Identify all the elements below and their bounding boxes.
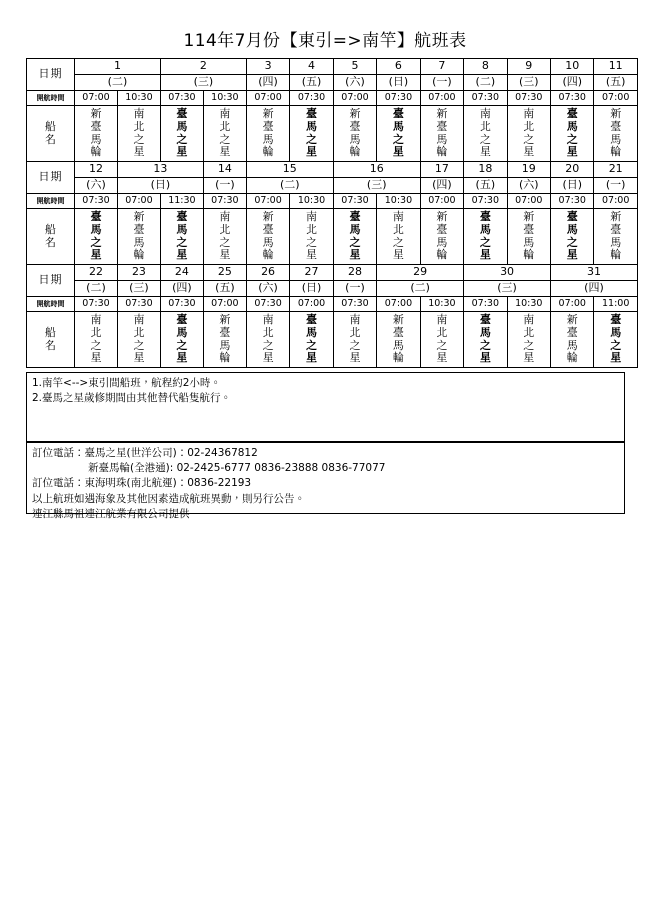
remark-line: 2.臺馬之星歲修期間由其他替代船隻航行。: [32, 392, 232, 405]
weekday-cell: (三): [160, 75, 246, 91]
ship-name-vertical-text: 臺 馬 之 星: [392, 106, 404, 159]
weekday-cell: (三): [333, 178, 420, 194]
ship-name-cell: [160, 312, 203, 368]
ship-name-vertical-text: 臺 馬 之 星: [566, 209, 578, 262]
ship-name-cell: [160, 106, 203, 162]
ship-name-vertical-text: 臺 馬 之 星: [176, 106, 188, 159]
ship-name-cell: [551, 312, 594, 368]
row-label-ship-name: 船 名: [27, 312, 75, 368]
ship-name-cell: [594, 106, 637, 162]
ship-name-vertical-text: 新 臺 馬 輪: [523, 209, 535, 262]
date-cell: 7: [420, 59, 463, 75]
ship-name-cell: [507, 209, 550, 265]
ship-name-vertical-text: 新 臺 馬 輪: [566, 312, 578, 365]
row-label-departure-time: 開航時間: [27, 91, 75, 106]
ship-name-vertical-text: 臺 馬 之 星: [176, 312, 188, 365]
date-cell: 9: [507, 59, 550, 75]
ship-name-cell: [203, 312, 246, 368]
date-cell: 18: [464, 162, 507, 178]
weekday-cell: (二): [75, 75, 161, 91]
departure-time-row: [27, 297, 638, 312]
ship-name-vertical-text: 臺 馬 之 星: [90, 209, 102, 262]
date-cell: 24: [160, 265, 203, 281]
weekday-cell: (六): [507, 178, 550, 194]
weekday-cell: (日): [290, 281, 333, 297]
ship-name-vertical-text: 臺 馬 之 星: [610, 312, 622, 365]
ship-name-cell: [551, 209, 594, 265]
weekday-cell: (五): [203, 281, 246, 297]
ship-name-vertical-text: 新 臺 馬 輪: [610, 209, 622, 262]
departure-time-cell: 07:00: [377, 297, 420, 312]
ship-name-cell: [507, 106, 550, 162]
departure-time-cell: 07:30: [75, 194, 118, 209]
ship-name-cell: [420, 209, 463, 265]
departure-time-cell: 07:00: [290, 297, 333, 312]
date-cell: 4: [290, 59, 333, 75]
weekday-cell: (四): [160, 281, 203, 297]
weekday-cell: (一): [333, 281, 376, 297]
contact-box: [26, 442, 625, 520]
date-cell: 6: [377, 59, 420, 75]
departure-time-cell: 07:00: [117, 194, 160, 209]
ship-name-vertical-text: 臺 馬 之 星: [349, 209, 361, 262]
date-row: [27, 59, 638, 75]
ship-name-cell: [464, 209, 507, 265]
weekday-cell: (六): [75, 178, 118, 194]
contact-line: 以上航班如遇海象及其他因素造成航班異動，則另行公告。: [32, 492, 305, 505]
ship-name-vertical-text: 南 北 之 星: [523, 312, 535, 365]
ship-name-vertical-text: 新 臺 馬 輪: [436, 106, 448, 159]
date-row: [27, 265, 638, 281]
date-cell: 17: [420, 162, 463, 178]
date-cell: 5: [333, 59, 376, 75]
departure-time-cell: 07:30: [464, 194, 507, 209]
weekday-cell: (三): [507, 75, 550, 91]
date-cell: 20: [551, 162, 594, 178]
weekday-cell: (五): [464, 178, 507, 194]
date-cell: 11: [594, 59, 637, 75]
weekday-cell: (一): [594, 178, 637, 194]
weekday-cell: (五): [594, 75, 637, 91]
departure-time-cell: 07:30: [160, 91, 203, 106]
ship-name-cell: [117, 209, 160, 265]
ship-name-cell: [464, 312, 507, 368]
departure-time-cell: 10:30: [203, 91, 246, 106]
departure-time-cell: 10:30: [420, 297, 463, 312]
departure-time-cell: 07:30: [160, 297, 203, 312]
ship-name-cell: [333, 106, 376, 162]
departure-time-cell: 07:30: [75, 297, 118, 312]
contact-line: 新臺馬輪(全港通): 02-2425-6777 0836-23888 0836-77077: [88, 462, 386, 475]
ship-name-cell: [246, 312, 289, 368]
ship-name-cell: [377, 209, 420, 265]
ship-name-vertical-text: 南 北 之 星: [436, 312, 448, 365]
departure-time-cell: 07:00: [507, 194, 550, 209]
weekday-cell: (四): [246, 75, 289, 91]
ship-name-cell: [290, 209, 333, 265]
ship-name-vertical-text: 南 北 之 星: [392, 209, 404, 262]
ship-name-vertical-text: 新 臺 馬 輪: [133, 209, 145, 262]
ship-name-cell: [507, 312, 550, 368]
weekday-cell: (三): [117, 281, 160, 297]
departure-time-cell: 07:00: [333, 91, 376, 106]
departure-time-row: [27, 194, 638, 209]
date-cell: 14: [203, 162, 246, 178]
ship-name-cell: [75, 312, 118, 368]
remark-line: 1.南竿<-->東引間船班，航程約2小時。: [32, 377, 221, 389]
departure-time-cell: 10:30: [507, 297, 550, 312]
ship-name-vertical-text: 南 北 之 星: [133, 312, 145, 365]
weekday-cell: (四): [420, 178, 463, 194]
contact-line: 連江縣馬祖連江航業有限公司提供: [32, 507, 190, 520]
date-cell: 19: [507, 162, 550, 178]
date-cell: 29: [377, 265, 464, 281]
ferry-schedule-table: [26, 58, 638, 368]
schedule-table-container: [26, 58, 630, 368]
ship-name-cell: [75, 106, 118, 162]
contact-line: 訂位電話：臺馬之星(世洋公司)：02-24367812: [32, 447, 258, 459]
ship-name-vertical-text: 南 北 之 星: [479, 106, 491, 159]
date-cell: 2: [160, 59, 246, 75]
date-cell: 22: [75, 265, 118, 281]
departure-time-cell: 07:00: [246, 194, 289, 209]
ship-name-vertical-text: 南 北 之 星: [219, 209, 231, 262]
departure-time-cell: 07:30: [117, 297, 160, 312]
date-cell: 27: [290, 265, 333, 281]
departure-time-cell: 07:30: [333, 194, 376, 209]
ship-name-cell: [333, 209, 376, 265]
ship-name-vertical-text: 臺 馬 之 星: [566, 106, 578, 159]
ship-name-cell: [594, 209, 637, 265]
ship-name-row: [27, 312, 638, 368]
ship-name-vertical-text: 南 北 之 星: [133, 106, 145, 159]
departure-time-cell: 07:30: [551, 194, 594, 209]
date-cell: 8: [464, 59, 507, 75]
weekday-cell: (二): [464, 75, 507, 91]
weekday-cell: (六): [333, 75, 376, 91]
ship-name-vertical-text: 臺 馬 之 星: [306, 312, 318, 365]
date-cell: 26: [246, 265, 289, 281]
departure-time-cell: 07:00: [420, 91, 463, 106]
date-cell: 10: [551, 59, 594, 75]
page-title: 114年7月份【東引=>南竿】航班表: [183, 31, 467, 51]
weekday-cell: (一): [420, 75, 463, 91]
ship-name-cell: [117, 312, 160, 368]
row-label-date: 日期: [27, 265, 75, 297]
ship-name-cell: [203, 209, 246, 265]
ship-name-vertical-text: 臺 馬 之 星: [306, 106, 318, 159]
weekday-cell: (二): [75, 281, 118, 297]
date-cell: 12: [75, 162, 118, 178]
weekday-cell: (二): [377, 281, 464, 297]
row-label-departure-time: 開航時間: [27, 297, 75, 312]
ship-name-vertical-text: 新 臺 馬 輪: [262, 209, 274, 262]
ship-name-vertical-text: 新 臺 馬 輪: [436, 209, 448, 262]
ship-name-vertical-text: 南 北 之 星: [262, 312, 274, 365]
ship-name-cell: [551, 106, 594, 162]
date-cell: 13: [117, 162, 203, 178]
weekday-cell: (日): [377, 75, 420, 91]
ship-name-cell: [290, 312, 333, 368]
departure-time-row: [27, 91, 638, 106]
ship-name-vertical-text: 臺 馬 之 星: [479, 209, 491, 262]
ship-name-vertical-text: 南 北 之 星: [349, 312, 361, 365]
weekday-row: [27, 75, 638, 91]
departure-time-cell: 07:30: [333, 297, 376, 312]
departure-time-cell: 07:30: [464, 91, 507, 106]
ship-name-cell: [117, 106, 160, 162]
date-cell: 1: [75, 59, 161, 75]
row-label-date: 日期: [27, 59, 75, 91]
ship-name-cell: [464, 106, 507, 162]
departure-time-cell: 11:30: [160, 194, 203, 209]
departure-time-cell: 07:00: [594, 194, 637, 209]
weekday-row: [27, 281, 638, 297]
date-cell: 21: [594, 162, 637, 178]
ship-name-cell: [333, 312, 376, 368]
ship-name-vertical-text: 新 臺 馬 輪: [90, 106, 102, 159]
departure-time-cell: 07:30: [203, 194, 246, 209]
departure-time-cell: 07:00: [551, 297, 594, 312]
ship-name-vertical-text: 新 臺 馬 輪: [262, 106, 274, 159]
weekday-row: [27, 178, 638, 194]
departure-time-cell: 10:30: [290, 194, 333, 209]
row-label-ship-name: 船 名: [27, 209, 75, 265]
ship-name-vertical-text: 臺 馬 之 星: [479, 312, 491, 365]
row-label-departure-time: 開航時間: [27, 194, 75, 209]
row-label-ship-name: 船 名: [27, 106, 75, 162]
ship-name-cell: [246, 209, 289, 265]
departure-time-cell: 07:00: [420, 194, 463, 209]
ship-name-vertical-text: 新 臺 馬 輪: [392, 312, 404, 365]
weekday-cell: (四): [551, 281, 638, 297]
ship-name-cell: [420, 312, 463, 368]
date-cell: 23: [117, 265, 160, 281]
departure-time-cell: 07:30: [290, 91, 333, 106]
departure-time-cell: 10:30: [377, 194, 420, 209]
departure-time-cell: 07:00: [203, 297, 246, 312]
ship-name-vertical-text: 臺 馬 之 星: [176, 209, 188, 262]
departure-time-cell: 07:30: [246, 297, 289, 312]
departure-time-cell: 07:00: [594, 91, 637, 106]
ship-name-vertical-text: 南 北 之 星: [90, 312, 102, 365]
ship-name-row: [27, 106, 638, 162]
departure-time-cell: 10:30: [117, 91, 160, 106]
ship-name-vertical-text: 新 臺 馬 輪: [219, 312, 231, 365]
departure-time-cell: 07:30: [464, 297, 507, 312]
ship-name-cell: [290, 106, 333, 162]
departure-time-cell: 07:00: [246, 91, 289, 106]
departure-time-cell: 07:30: [507, 91, 550, 106]
date-cell: 31: [551, 265, 638, 281]
date-cell: 25: [203, 265, 246, 281]
ship-name-vertical-text: 南 北 之 星: [523, 106, 535, 159]
weekday-cell: (四): [551, 75, 594, 91]
departure-time-cell: 07:00: [75, 91, 118, 106]
ship-name-vertical-text: 新 臺 馬 輪: [349, 106, 361, 159]
date-row: [27, 162, 638, 178]
contact-line: 訂位電話：東海明珠(南北航運)：0836-22193: [32, 477, 252, 490]
ship-name-row: [27, 209, 638, 265]
weekday-cell: (三): [464, 281, 551, 297]
ship-name-cell: [203, 106, 246, 162]
date-cell: 15: [246, 162, 333, 178]
ship-name-vertical-text: 南 北 之 星: [306, 209, 318, 262]
ship-name-vertical-text: 新 臺 馬 輪: [610, 106, 622, 159]
weekday-cell: (六): [246, 281, 289, 297]
ship-name-cell: [246, 106, 289, 162]
remarks-box: [26, 372, 625, 442]
departure-time-cell: 11:00: [594, 297, 637, 312]
date-cell: 3: [246, 59, 289, 75]
ship-name-vertical-text: 南 北 之 星: [219, 106, 231, 159]
weekday-cell: (二): [246, 178, 333, 194]
weekday-cell: (一): [203, 178, 246, 194]
departure-time-cell: 07:30: [377, 91, 420, 106]
weekday-cell: (日): [117, 178, 203, 194]
weekday-cell: (日): [551, 178, 594, 194]
date-cell: 30: [464, 265, 551, 281]
departure-time-cell: 07:30: [551, 91, 594, 106]
date-cell: 28: [333, 265, 376, 281]
row-label-date: 日期: [27, 162, 75, 194]
weekday-cell: (五): [290, 75, 333, 91]
ship-name-cell: [420, 106, 463, 162]
ship-name-cell: [594, 312, 637, 368]
ship-name-cell: [75, 209, 118, 265]
ship-name-cell: [377, 312, 420, 368]
date-cell: 16: [333, 162, 420, 178]
ship-name-cell: [377, 106, 420, 162]
ship-name-cell: [160, 209, 203, 265]
